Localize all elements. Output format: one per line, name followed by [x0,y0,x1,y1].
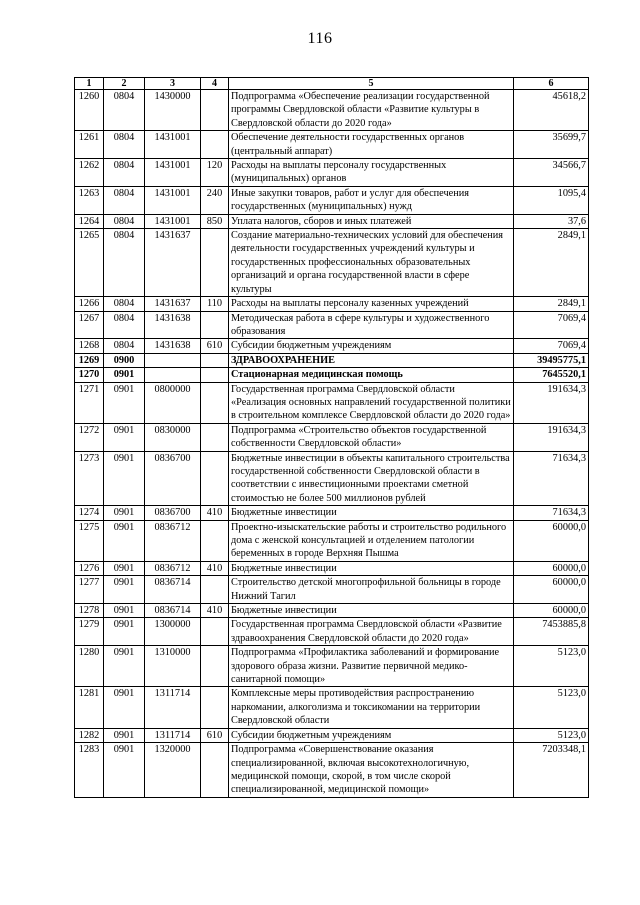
expense-type-code [201,382,229,423]
target-code: 1431637 [145,229,201,297]
target-code: 1431638 [145,339,201,353]
section-code: 0901 [104,687,145,728]
table-row [75,382,589,423]
table-row [75,368,589,382]
budget-table [74,77,589,798]
expense-type-code [201,423,229,451]
target-code: 0836700 [145,506,201,520]
amount: 60000,0 [514,561,589,575]
amount: 71634,3 [514,451,589,506]
item-name: Комплексные меры противодействия распространению наркомании, алкоголизма и токсикомании на территории Свердловской области [229,687,514,728]
item-name: Создание материально-технических условий для обеспечения деятельности государственных учреждений культуры и государственных профессиональных образовательных организаций и органа государственной власти в сфере культуры [229,229,514,297]
table-row [75,186,589,214]
table-row [75,90,589,131]
table-row [75,743,589,798]
row-number: 1272 [75,423,104,451]
expense-type-code: 110 [201,297,229,311]
expense-type-code [201,368,229,382]
item-name: Подпрограмма «Совершенствование оказания специализированной, включая высокотехнологичную, медицинской помощи, скорой, в том числе скорой специализированной, медицинской помощи» [229,743,514,798]
row-number: 1273 [75,451,104,506]
amount: 7645520,1 [514,368,589,382]
amount: 5123,0 [514,728,589,742]
amount: 7453885,8 [514,618,589,646]
amount: 5123,0 [514,687,589,728]
expense-type-code: 410 [201,604,229,618]
row-number: 1281 [75,687,104,728]
expense-type-code [201,743,229,798]
section-code: 0901 [104,728,145,742]
header-col-1: 1 [75,78,104,90]
amount: 34566,7 [514,159,589,187]
section-code: 0804 [104,339,145,353]
row-number: 1269 [75,353,104,367]
table-row [75,687,589,728]
table-row [75,561,589,575]
section-code: 0901 [104,576,145,604]
target-code: 1431001 [145,159,201,187]
row-number: 1270 [75,368,104,382]
expense-type-code [201,687,229,728]
target-code: 1431638 [145,311,201,339]
target-code: 1320000 [145,743,201,798]
table-row [75,451,589,506]
section-code: 0804 [104,214,145,228]
header-col-5: 5 [229,78,514,90]
row-number: 1278 [75,604,104,618]
expense-type-code [201,311,229,339]
section-code: 0901 [104,382,145,423]
table-row [75,214,589,228]
expense-type-code: 240 [201,186,229,214]
target-code: 1430000 [145,90,201,131]
item-name: Стационарная медицинская помощь [229,368,514,382]
header-col-2: 2 [104,78,145,90]
amount: 191634,3 [514,382,589,423]
section-code: 0901 [104,743,145,798]
section-code: 0901 [104,604,145,618]
item-name: Государственная программа Свердловской области «Развитие здравоохранения Свердловской области до 2020 года» [229,618,514,646]
expense-type-code: 850 [201,214,229,228]
item-name: Государственная программа Свердловской области «Реализация основных направлений государственной политики в строительном комплексе Свердловской области до 2020 года» [229,382,514,423]
item-name: Расходы на выплаты персоналу казенных учреждений [229,297,514,311]
table-row [75,159,589,187]
row-number: 1276 [75,561,104,575]
item-name: Обеспечение деятельности государственных органов (центральный аппарат) [229,131,514,159]
row-number: 1280 [75,646,104,687]
expense-type-code [201,646,229,687]
table-row [75,229,589,297]
target-code: 0836700 [145,451,201,506]
row-number: 1261 [75,131,104,159]
item-name: Методическая работа в сфере культуры и художественного образования [229,311,514,339]
amount: 5123,0 [514,646,589,687]
item-name: Субсидии бюджетным учреждениям [229,728,514,742]
section-code: 0901 [104,423,145,451]
row-number: 1265 [75,229,104,297]
table-row [75,506,589,520]
section-code: 0900 [104,353,145,367]
amount: 39495775,1 [514,353,589,367]
row-number: 1275 [75,520,104,561]
item-name: Расходы на выплаты персоналу государственных (муниципальных) органов [229,159,514,187]
table-row [75,339,589,353]
item-name: Бюджетные инвестиции [229,604,514,618]
amount: 7203348,1 [514,743,589,798]
expense-type-code: 410 [201,506,229,520]
expense-type-code [201,520,229,561]
expense-type-code [201,353,229,367]
amount: 191634,3 [514,423,589,451]
row-number: 1266 [75,297,104,311]
amount: 60000,0 [514,604,589,618]
section-code: 0804 [104,131,145,159]
section-code: 0804 [104,159,145,187]
item-name: Субсидии бюджетным учреждениям [229,339,514,353]
target-code: 0836714 [145,576,201,604]
amount: 35699,7 [514,131,589,159]
expense-type-code [201,131,229,159]
section-code: 0901 [104,506,145,520]
target-code: 0836714 [145,604,201,618]
expense-type-code: 610 [201,339,229,353]
target-code: 0836712 [145,520,201,561]
row-number: 1271 [75,382,104,423]
target-code: 1300000 [145,618,201,646]
expense-type-code [201,451,229,506]
expense-type-code [201,229,229,297]
table-row [75,353,589,367]
table-row [75,520,589,561]
amount: 71634,3 [514,506,589,520]
item-name: Иные закупки товаров, работ и услуг для обеспечения государственных (муниципальных) нужд [229,186,514,214]
header-col-6: 6 [514,78,589,90]
row-number: 1262 [75,159,104,187]
section-code: 0901 [104,368,145,382]
target-code: 0836712 [145,561,201,575]
item-name: Проектно-изыскательские работы и строительство родильного дома с женской консультацией и отделением патологии беременных в городе Верхняя Пышма [229,520,514,561]
item-name: Бюджетные инвестиции [229,561,514,575]
section-code: 0901 [104,646,145,687]
header-col-3: 3 [145,78,201,90]
amount: 37,6 [514,214,589,228]
header-row [75,78,589,90]
amount: 45618,2 [514,90,589,131]
table-row [75,423,589,451]
row-number: 1274 [75,506,104,520]
table-row [75,604,589,618]
amount: 7069,4 [514,311,589,339]
row-number: 1279 [75,618,104,646]
row-number: 1268 [75,339,104,353]
target-code: 0830000 [145,423,201,451]
row-number: 1277 [75,576,104,604]
item-name: Строительство детской многопрофильной больницы в городе Нижний Тагил [229,576,514,604]
section-code: 0901 [104,520,145,561]
section-code: 0804 [104,297,145,311]
amount: 7069,4 [514,339,589,353]
page-number: 116 [307,30,333,47]
item-name: Подпрограмма «Обеспечение реализации государственной программы Свердловской области «Развитие культуры в Свердловской области до 2020 года» [229,90,514,131]
table-row [75,131,589,159]
target-code: 1431001 [145,186,201,214]
expense-type-code: 610 [201,728,229,742]
table-row [75,618,589,646]
row-number: 1282 [75,728,104,742]
section-code: 0804 [104,311,145,339]
expense-type-code [201,576,229,604]
section-code: 0804 [104,90,145,131]
amount: 60000,0 [514,576,589,604]
amount: 2849,1 [514,297,589,311]
amount: 60000,0 [514,520,589,561]
expense-type-code: 410 [201,561,229,575]
section-code: 0901 [104,451,145,506]
item-name: Уплата налогов, сборов и иных платежей [229,214,514,228]
table-row [75,728,589,742]
item-name: Подпрограмма «Строительство объектов государственной собственности Свердловской области» [229,423,514,451]
target-code [145,368,201,382]
table-row [75,311,589,339]
row-number: 1283 [75,743,104,798]
item-name: Подпрограмма «Профилактика заболеваний и формирование здорового образа жизни. Развитие первичной медико-санитарной помощи» [229,646,514,687]
header-col-4: 4 [201,78,229,90]
table-row [75,646,589,687]
table-row [75,297,589,311]
target-code: 1431001 [145,131,201,159]
amount: 2849,1 [514,229,589,297]
row-number: 1267 [75,311,104,339]
item-name: ЗДРАВООХРАНЕНИЕ [229,353,514,367]
expense-type-code: 120 [201,159,229,187]
target-code: 1431637 [145,297,201,311]
table-row [75,576,589,604]
section-code: 0804 [104,229,145,297]
amount: 1095,4 [514,186,589,214]
item-name: Бюджетные инвестиции в объекты капитального строительства государственной собственности Свердловской области в соответствии с инвестиционными проектами сметной стоимостью не более 500 миллионов рублей [229,451,514,506]
target-code: 0800000 [145,382,201,423]
section-code: 0804 [104,186,145,214]
expense-type-code [201,90,229,131]
section-code: 0901 [104,561,145,575]
target-code: 1431001 [145,214,201,228]
section-code: 0901 [104,618,145,646]
target-code: 1310000 [145,646,201,687]
row-number: 1260 [75,90,104,131]
target-code [145,353,201,367]
expense-type-code [201,618,229,646]
item-name: Бюджетные инвестиции [229,506,514,520]
row-number: 1264 [75,214,104,228]
target-code: 1311714 [145,728,201,742]
row-number: 1263 [75,186,104,214]
target-code: 1311714 [145,687,201,728]
